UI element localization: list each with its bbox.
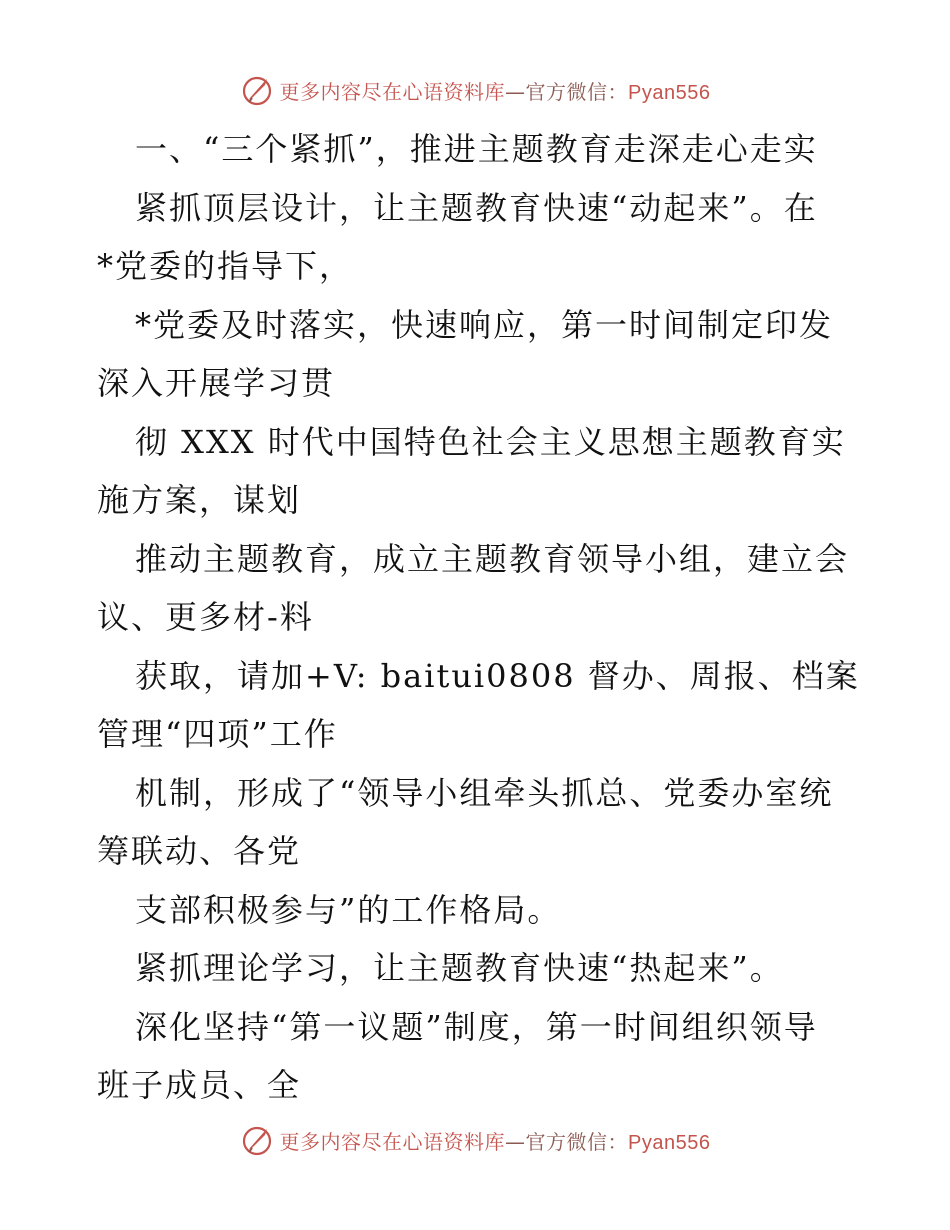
banner-main-text: 更多内容尽在心语资料库	[279, 79, 506, 104]
doc-line: 推动主题教育，成立主题教育领导小组，建立会	[135, 539, 850, 578]
banner-wechat-label: 官方微信：	[525, 1129, 629, 1154]
doc-line: *党委及时落实，快速响应，第一时间制定印发	[135, 305, 834, 344]
doc-line: 议、更多材-料	[97, 598, 314, 636]
doc-line: 深入开展学习贯	[97, 364, 336, 402]
banner-wechat-label: 官方微信：	[525, 79, 629, 104]
banner-wechat-id: Pyan556	[628, 81, 711, 104]
header-banner	[0, 70, 950, 110]
banner-dash: —	[505, 79, 526, 104]
footer-banner	[0, 1120, 950, 1160]
banner-text	[280, 76, 711, 105]
banner-wechat-id: Pyan556	[628, 1131, 711, 1154]
quill-pen-logo-icon	[240, 73, 274, 107]
doc-line: 施方案，谋划	[97, 481, 302, 519]
doc-line: 深化坚持“第一议题”制度，第一时间组织领导	[135, 1007, 818, 1046]
banner-dash: —	[505, 1129, 526, 1154]
doc-line: 紧抓理论学习，让主题教育快速“热起来”。	[135, 949, 784, 987]
doc-line: *党委的指导下，	[97, 247, 354, 285]
quill-pen-logo-icon	[240, 1123, 274, 1157]
doc-line: 机制，形成了“领导小组牵头抓总、党委办室统	[135, 773, 834, 812]
doc-line: 一、“三个紧抓”，推进主题教育走深走心走实	[135, 130, 818, 168]
doc-line: 获取，请加+V: baitui0808 督办、周报、档案	[135, 656, 860, 695]
doc-line: 紧抓顶层设计，让主题教育快速“动起来”。在	[135, 188, 818, 227]
doc-line: 班子成员、全	[97, 1066, 302, 1104]
doc-line: 管理“四项”工作	[97, 715, 338, 753]
banner-text	[280, 1126, 711, 1155]
doc-line: 支部积极参与”的工作格局。	[135, 890, 562, 929]
banner-main-text: 更多内容尽在心语资料库	[279, 1129, 506, 1154]
doc-line: 筹联动、各党	[97, 832, 302, 870]
doc-line: 彻 XXX 时代中国特色社会主义思想主题教育实	[135, 422, 846, 461]
document-body	[97, 120, 860, 1115]
